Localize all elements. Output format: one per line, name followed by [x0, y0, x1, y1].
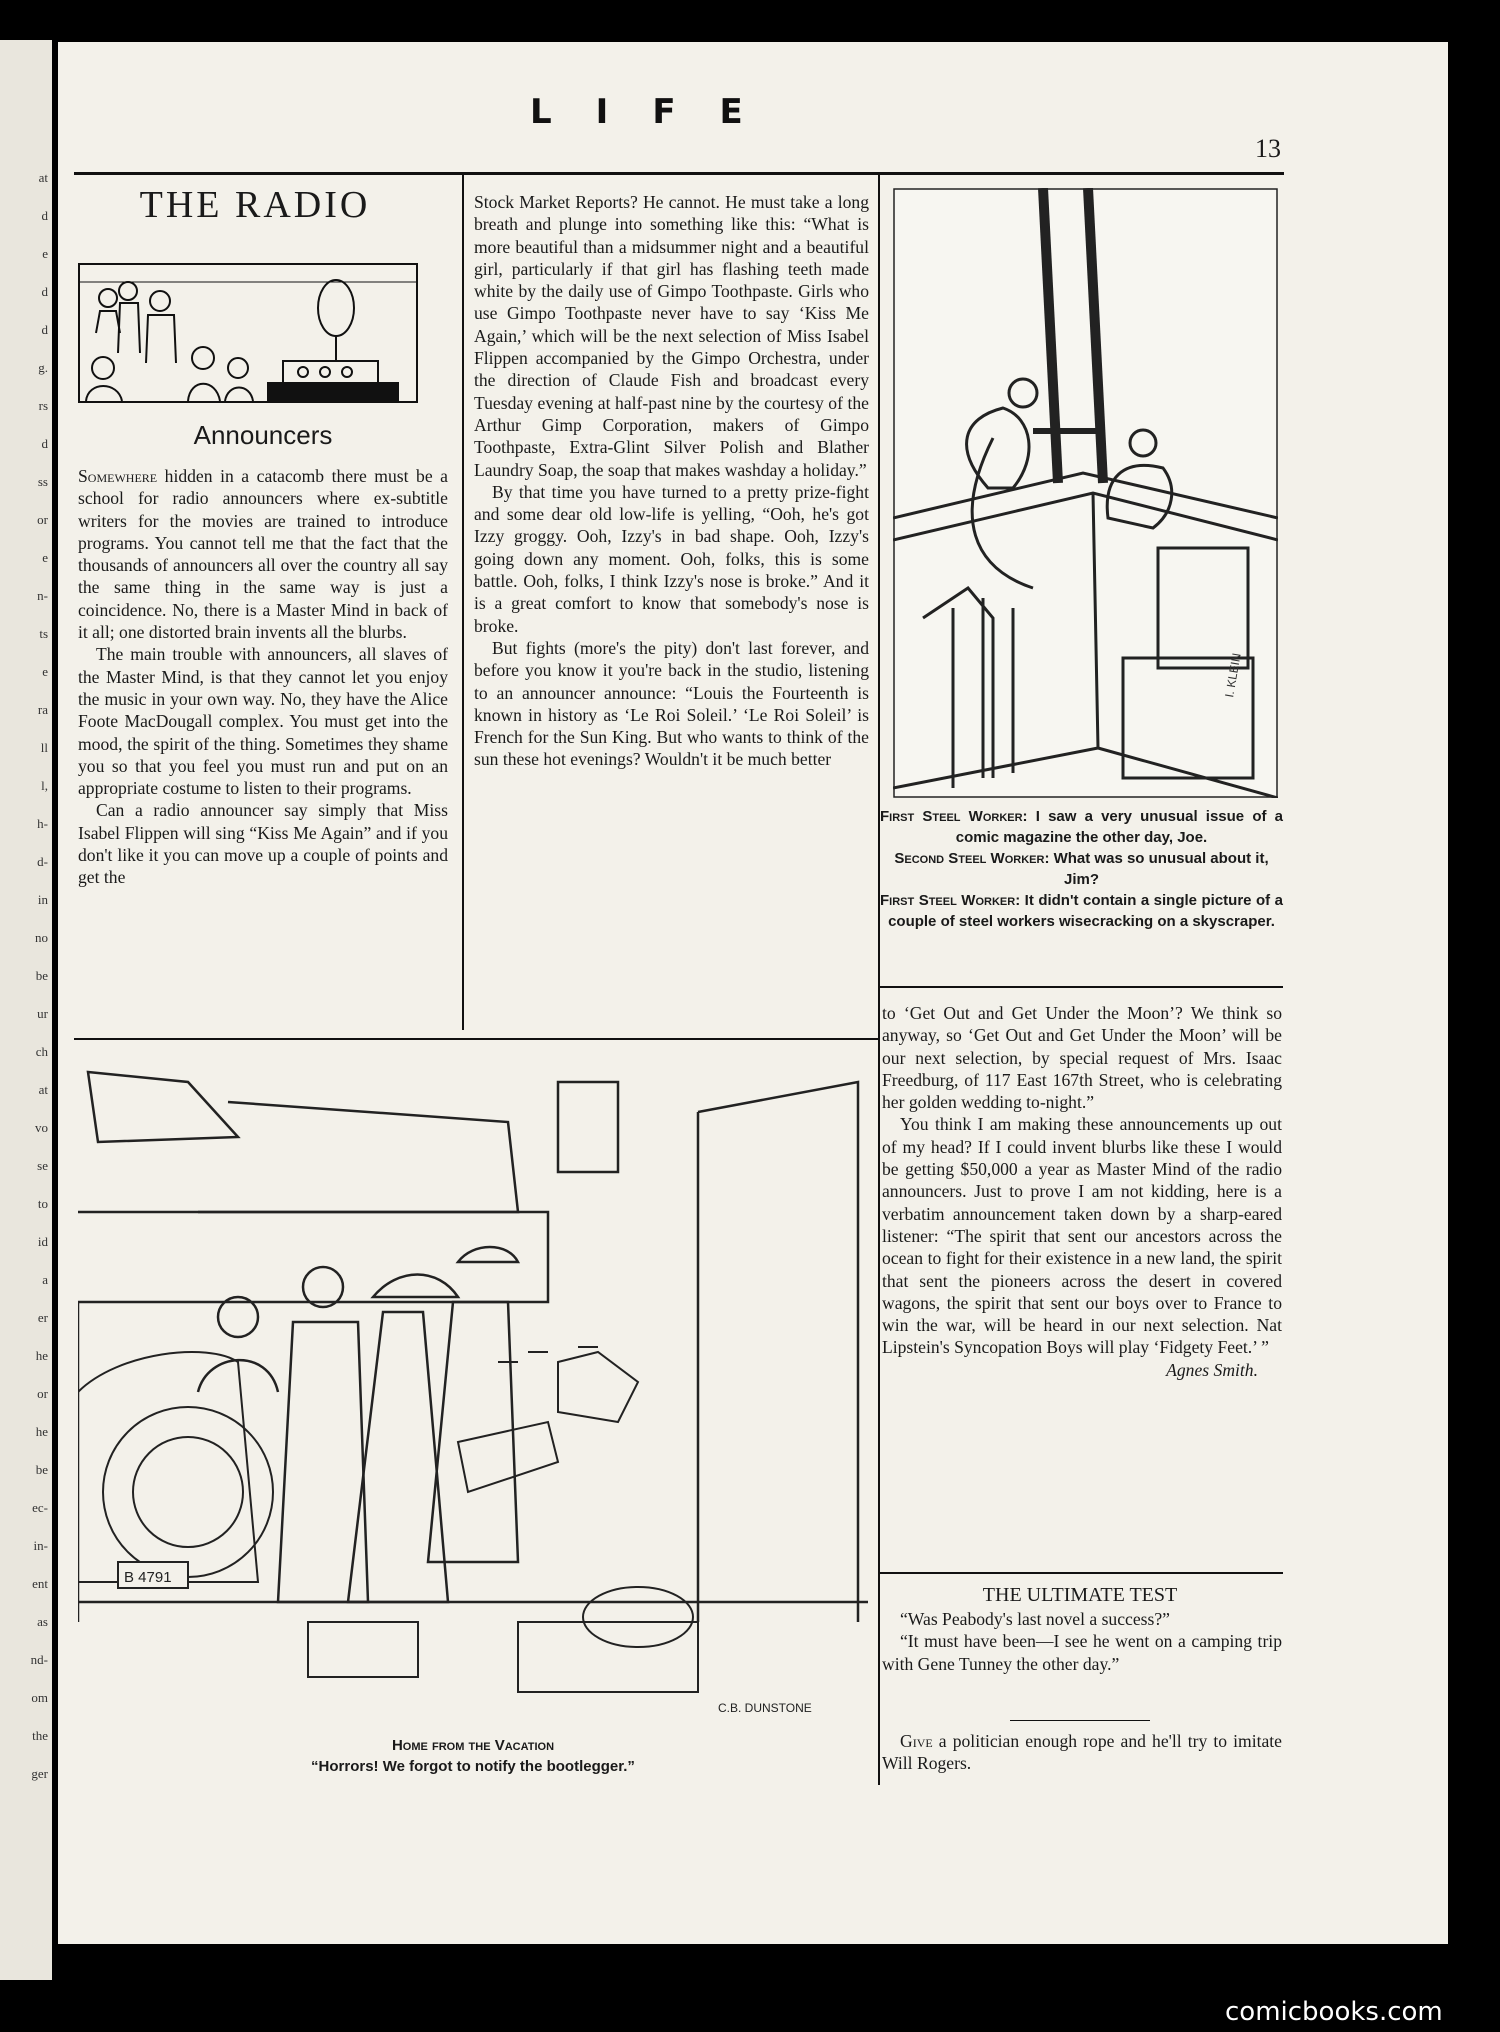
facing-page-fragment: e: [42, 550, 48, 565]
facing-page-fragment: be: [35, 968, 48, 983]
cartoon-title: Home from the Vacation: [391, 1737, 555, 1754]
facing-page-fragment: in-: [33, 1538, 48, 1553]
dialogue-line: “Was Peabody's last novel a success?”: [900, 1609, 1170, 1629]
facing-page-fragment: g.: [38, 360, 48, 375]
ultimate-test-body: [882, 1608, 1282, 1675]
facing-page-fragment: n-: [37, 588, 48, 603]
dialogue-line: [880, 890, 1283, 932]
paragraph: Stock Market Reports? He cannot. He must take a long breath and plunge into something like this: “What is more beautiful than a midsummer night and a beautiful girl, particularly if that girl has flashing teeth made white by the daily use of Gimpo Toothpaste. Girls who use Gimpo Toothpaste never have to say ‘Kiss Me Again,’ which will be the next selection of Miss Isabel Flippen accompanied by the Gimpo Orchestra, under the direction of Claude Fish and broadcast every Tuesday evening at half-past nine by the courtesy of the Arthur Gimp Corporation, makers of Gimpo Toothpaste, Extra-Glint Silver Polish and Blather Laundry Soap, the soap that makes washday a holiday.”: [474, 192, 869, 480]
vacation-cartoon: [78, 1062, 868, 1727]
facing-page-fragment: as: [37, 1614, 48, 1629]
article-column-1: [78, 465, 448, 889]
ultimate-test-title: THE ULTIMATE TEST: [982, 1584, 1178, 1606]
article-column-3: [882, 1002, 1282, 1381]
facing-page-fragment: l,: [41, 778, 48, 793]
dialogue-line: [880, 848, 1283, 890]
small-caps-lead: Somewhere: [78, 466, 158, 486]
dialogue-line: [880, 806, 1283, 848]
article-subhead: Announcers: [193, 420, 333, 450]
right-mid-rule: [880, 986, 1283, 988]
paragraph: You think I am making these announcements up out of my head? If I could invent blurbs like these I would be getting $50,000 a year as Master Mind of the radio announcers. Just to prove I am not kidding, here is a verbatim announcement taken down by a sharp-eared listener: “The spirit that sent our ancestors across the ocean to fight for their existence in a new land, the spirit that sent the pioneers across the desert in covered wagons, the spirit that sent our boys over to France to win the war, will be heard in our next selection. Nat Lipstein's Syncopation Boys will play ‘Fidgety Feet.’ ”: [882, 1114, 1282, 1358]
facing-page-fragment: in: [37, 892, 48, 907]
facing-page-fragment: ll: [40, 740, 48, 755]
facing-page-fragment: om: [31, 1690, 48, 1705]
artist-signature: I. KLEIN: [1222, 652, 1244, 699]
paragraph: to ‘Get Out and Get Under the Moon’? We think so anyway, so ‘Get Out and Get Under the Moon’ will be our next selection, by special request of Mrs. Isaac Freedburg, of 117 East 167th Street, who is celebrating her golden wedding to-night.”: [882, 1003, 1282, 1113]
facing-page-fragment: or: [37, 512, 48, 527]
facing-page-fragment: or: [37, 1386, 48, 1401]
article-column-2: [474, 191, 869, 771]
facing-page-fragment: the: [32, 1728, 48, 1743]
paragraph: By that time you have turned to a pretty prize-fight and some dear old low-life is yelling, “Ooh, he's got Izzy groggy. Ooh, Izzy's in bad shape. Ooh, Izzy's going down any moment. Ooh, folks, this is some battle. Ooh, folks, I think Izzy's nose is broke.” And it is a great comfort to know that somebody's nose is broke.: [474, 481, 869, 636]
header-rule: [74, 172, 1284, 175]
facing-page-fragment: d: [41, 322, 48, 337]
facing-page-fragment: d-: [37, 854, 48, 869]
facing-page-fragment: at: [38, 1082, 48, 1097]
dialogue-line: “It must have been—I see he went on a camping trip with Gene Tunney the other day.”: [882, 1631, 1282, 1674]
filler-rule: [1010, 1720, 1150, 1721]
small-caps-lead: Give: [900, 1731, 933, 1751]
facing-page-fragment: se: [37, 1158, 48, 1173]
facing-page-fragment: d: [41, 284, 48, 299]
facing-page-fragment: be: [35, 1462, 48, 1477]
facing-page-fragment: ur: [37, 1006, 48, 1021]
radio-set: [268, 280, 398, 401]
facing-page-fragment: ra: [37, 702, 48, 717]
vacation-cartoon-caption: [78, 1735, 868, 1777]
radio-header-illustration: [78, 263, 418, 403]
facing-page-fragment: e: [42, 664, 48, 679]
facing-page-fragment: ts: [39, 626, 48, 641]
site-watermark: comicbooks.com: [1225, 1997, 1443, 2027]
paragraph-text: a politician enough rope and he'll try to imitate Will Rogers.: [882, 1731, 1282, 1774]
paragraph: [882, 1730, 1282, 1775]
license-plate: B 4791: [124, 1569, 172, 1586]
facing-page-fragment: a: [42, 1272, 48, 1287]
facing-page-fragment: no: [35, 930, 48, 945]
paragraph-text: hidden in a catacomb there must be a school for radio announcers where ex-subtitle writers for the movies are trained to introduce programs. You cannot tell me that the fact that the thousands of announcers all over the country all say the same thing in the same way is just a coincidence. No, there is a Master Mind in back of it all; one distorted brain invents all the blurbs.: [78, 466, 448, 643]
paragraph: [78, 465, 448, 643]
family-listeners: [86, 282, 253, 401]
facing-page-fragment: d: [41, 208, 48, 223]
facing-page-fragment: ec-: [32, 1500, 48, 1515]
steel-cartoon-caption: [880, 806, 1283, 932]
facing-page-fragment: rs: [38, 398, 48, 413]
paragraph: But fights (more's the pity) don't last forever, and before you know it you're back in the studio, listening to an announcer announce: “Louis the Fourteenth is known in history as ‘Le Roi Soleil.’ ‘Le Roi Soleil’ is French for the Sun King. But who wants to think of the sun these hot evenings? Wouldn't it be much better: [474, 637, 869, 770]
filler-quip: [882, 1730, 1282, 1775]
facing-page-fragment: at: [38, 170, 48, 185]
speaker: Second Steel Worker:: [894, 850, 1050, 867]
paragraph: Can a radio announcer say simply that Miss Isabel Flippen will sing “Kiss Me Again” and if you don't like it you can move up a couple of points and get the: [78, 800, 448, 888]
facing-page-fragment: e: [42, 246, 48, 261]
facing-page-fragment: he: [35, 1348, 48, 1363]
facing-page-fragment: er: [37, 1310, 48, 1325]
facing-page-fragment: he: [35, 1424, 48, 1439]
author-signature: Agnes Smith.: [1166, 1359, 1258, 1380]
column-rule-2: [878, 175, 880, 1785]
facing-page-edge: [0, 40, 52, 1980]
artist-signature: C.B. DUNSTONE: [718, 1701, 812, 1715]
facing-page-fragment: to: [37, 1196, 48, 1211]
line: It didn't contain a single picture of a couple of steel workers wisecracking on a skyscraper.: [888, 892, 1283, 930]
article-end-rule: [880, 1572, 1283, 1574]
speaker: First Steel Worker:: [880, 892, 1021, 909]
facing-page-fragment: h-: [37, 816, 48, 831]
facing-page-fragment: ger: [31, 1766, 48, 1781]
facing-page-fragment: ss: [37, 474, 48, 489]
facing-page-fragment: d: [41, 436, 48, 451]
speaker: First Steel Worker:: [880, 808, 1028, 825]
facing-page-fragment: id: [37, 1234, 48, 1249]
facing-page-fragment: ch: [35, 1044, 48, 1059]
paragraph: The main trouble with announcers, all slaves of the Master Mind, is that they cannot let you enjoy the music in your own way. No, they have the Alice Foote MacDougall complex. You must get into the mood, the spirit of the thing. Sometimes they shame you so that you feel you must run and put on an appropriate costume to listen to their programs.: [78, 644, 448, 799]
facing-page-fragment: nd-: [30, 1652, 48, 1667]
mid-rule: [74, 1038, 879, 1040]
section-title: THE RADIO: [139, 184, 371, 226]
line: I saw a very unusual issue of a comic magazine the other day, Joe.: [955, 808, 1283, 846]
line: What was so unusual about it, Jim?: [1049, 850, 1269, 888]
column-rule-1: [462, 175, 464, 1030]
steel-workers-cartoon: [893, 188, 1278, 798]
page-number: 13: [1255, 134, 1281, 163]
facing-page-fragment: ent: [32, 1576, 48, 1591]
facing-page-fragment: vo: [35, 1120, 48, 1135]
masthead-title: LIFE: [530, 92, 787, 132]
cartoon-quote: “Horrors! We forgot to notify the bootlegger.”: [311, 1758, 635, 1775]
